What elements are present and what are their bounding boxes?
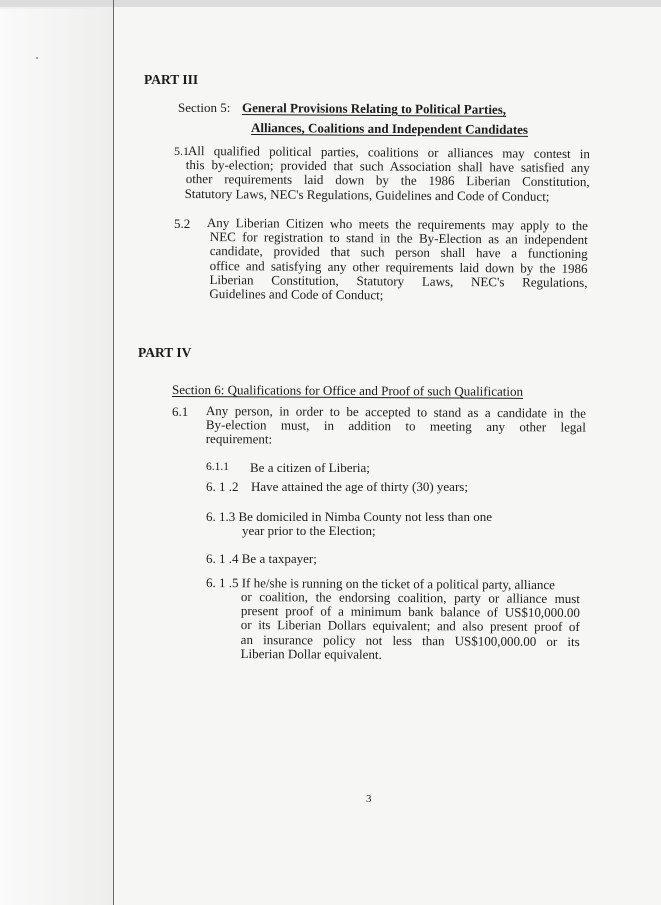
clause-5-1-line: Statutory Laws, NEC's Regulations, Guidelines and Code of Conduct; <box>184 185 550 204</box>
clause-5-2-line: NEC for registration to stand in the By-Election as an independent <box>209 229 588 248</box>
clause-5-2-line: candidate, provided that such person shall have a functioning <box>209 243 588 262</box>
section-6-title: Section 6: Qualifications for Office and Proof of such Qualification <box>171 382 524 399</box>
section-5-title-line-1: General Provisions Relating to Political Parties, <box>241 100 507 117</box>
clause-5-1-number: 5.1 <box>174 144 189 158</box>
sub-6-1-1-text: Be a citizen of Liberia; <box>250 460 370 475</box>
section-5-title-line-2: Alliances, Coalitions and Independent Candidates <box>250 120 529 137</box>
sub-6-1-5-line: or its Liberian Dollars equivalent; and also present proof of <box>240 617 580 635</box>
clause-5-1-line: other requirements laid down by the 1986 Liberian Constitution, <box>185 171 590 190</box>
sub-6-1-2-text: Have attained the age of thirty (30) years; <box>251 479 468 494</box>
sub-6-1-5-text <box>241 590 580 663</box>
sub-6-1-5-line: present proof of a minimum bank balance of US$10,000.00 <box>240 603 580 621</box>
sub-6-1-5-line: an insurance policy not less than US$100,000.00 or its <box>240 631 580 649</box>
document-page <box>114 7 661 905</box>
scan-speck <box>36 57 38 59</box>
scan-margin-left <box>0 0 113 905</box>
clause-5-1-text <box>184 143 590 204</box>
clause-6-1-line: By-election must, in addition to meeting any other legal <box>205 417 586 435</box>
sub-6-1-3-line-1: 6. 1.3 Be domiciled in Nimba County not less than one <box>206 509 492 524</box>
clause-5-2-line: office and satisfying any other requirements laid down by the 1986 <box>209 257 588 276</box>
clause-6-1-number: 6.1 <box>172 404 189 419</box>
section-5-label: Section 5: <box>178 100 231 115</box>
clause-5-2-line: Any Liberian Citizen who meets the requirements may apply to the <box>206 215 588 233</box>
clause-6-1-text <box>206 404 586 449</box>
clause-5-2-line: Guidelines and Code of Conduct; <box>209 286 384 303</box>
sub-6-1-5-line: Liberian Dollar equivalent. <box>240 645 382 662</box>
sub-6-1-1-number: 6.1.1 <box>206 461 229 473</box>
sub-6-1-3-line-2: year prior to the Election; <box>242 523 376 538</box>
part-4-heading: PART IV <box>138 345 192 360</box>
scan-top-edge <box>0 0 661 7</box>
part-3-heading: PART III <box>144 72 199 87</box>
sub-6-1-5-first-line: 6. 1 .5 If he/she is running on the ticket of a political party, alliance <box>205 575 556 593</box>
clause-5-2-number: 5.2 <box>174 216 191 231</box>
clause-5-1-line: All qualified political parties, coalitions or alliances may contest in <box>187 143 590 162</box>
sub-6-1-5-line: or coalition, the endorsing coalition, party or alliance must <box>240 589 580 607</box>
sub-6-1-2-number: 6. 1 .2 <box>206 479 239 494</box>
clause-6-1-line: Any person, in order to be accepted to stand as a candidate in the <box>205 403 586 421</box>
clause-5-2-line: Liberian Constitution, Statutory Laws, NEC's Regulations, <box>209 271 588 290</box>
clause-6-1-line: requirement: <box>205 431 273 447</box>
page-number: 3 <box>366 793 372 805</box>
sub-6-1-4-text: 6. 1 .4 Be a taxpayer; <box>206 551 317 566</box>
clause-5-1-line: this by-election; provided that such Association shall have satisfied any <box>185 157 590 176</box>
clause-5-2-text <box>206 216 588 304</box>
